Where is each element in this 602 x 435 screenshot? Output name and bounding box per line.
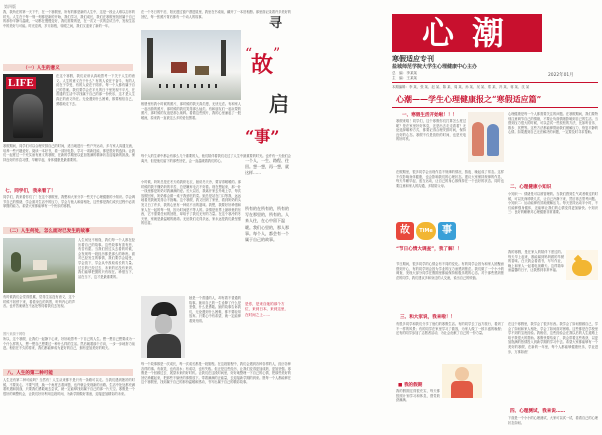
- illustration-person-2: [487, 124, 499, 156]
- middle-callout: 是你，是来自她的那个方位，来到日本，来到这里，在时间之上……: [245, 302, 289, 317]
- left-body-2: 寒假期间，同学们可以合理安排自己的时间，适当地进行一些户外运动，多与家人沟通交流，培养一些兴趣爱好。阅读一本好书，看一部好电影，学习一项新技能，都是很好的选择。让我们一起度过一个充实而有意义的寒假，在新的学期里以更加饱满的精神状态迎接新的挑战。保持良好的作息习惯，早睡早起，身体健康是最重要的。: [3, 144, 135, 162]
- left-body-5: 有时候我们会觉得很累，觉得生活没有意义，这个时候不妨停下来，看看身边的风景，听听内心的声音。也许答案就在不远处等待着我们去发现。: [3, 295, 75, 309]
- couple-illustration: [468, 112, 504, 162]
- right-body-1: 寒假来啦！同学们，这个寒假你们打算怎么度过呢？是在家里好好休息，还是出去走走看看？无论选择哪种方式，都要记得合理安排时间，保持良好的心态。寒假不仅是放松的时间，也是充电的好时机。: [396, 119, 466, 142]
- portrait-photo: [141, 296, 185, 358]
- masthead-issue: 寒假适应专刊: [392, 55, 434, 63]
- page-label: 第四版: [4, 4, 16, 9]
- middle-top-text: 在一个冬日的午后，阳光透过窗户洒进屋里，我坐在书桌前，翻开了一本旧相册。那里面记录着许多美好的回忆，每一张照片背后都有一个动人的故事。: [141, 10, 291, 19]
- feature-qi: 启: [269, 92, 289, 116]
- painting-path: [23, 274, 57, 282]
- side-character: 寻: [269, 16, 283, 31]
- right-body-9: 在这个寒假里，我学会了很多东西。我学会了如何照顾自己，学会了如何和家人相处，学会了如何面对困难。这些都是在学校里学不到的宝贵经验。我相信，这些经验会在我以后的人生道路上给予我很大的帮助。寒假快要结束了，我会带着这些收获，以更加饱满的热情投入到新学期的学习中去。希望大家都能够有一个美好的寒假，在新的一年里，每个人都能够健康快乐，学业进步，万事如意！: [508, 322, 598, 354]
- masthead-date: 2022年01月: [548, 73, 574, 78]
- left-body-3: 同学们，我来看你们了！在这个寒假里，我想和大家分享一些关于心理健康的小知识。学会调节自己的情绪，学会面对生活中的压力，学会与他人和谐相处，这些都是我们成长过程中必须掌握的能力。希望大家都能够有一个快乐的寒假。: [3, 195, 135, 209]
- snowy-village-painting: [141, 30, 241, 100]
- masthead-editor-1: 总 编：李某某: [392, 71, 418, 75]
- feature-gu: 故: [251, 52, 274, 78]
- left-section-b-heading: 七、同学们，我来看了！: [5, 189, 56, 194]
- right-body-8: 我的寒假，是在家人的陪伴下度过的。每天早上起来，都能闻到妈妈做的早餐的香味。白天我会看看书，写写作业，晚上和家人一起看电视聊天。这样简单而温馨的日子，让我感到非常幸福。: [508, 250, 564, 273]
- middle-body-3: 小时候，奶奶总是在冬天给我织毛衣，她说冬天冷，要穿得暖暖的。那时候的我不懂奶奶的辛苦，总是嫌弃毛衣不好看。现在想起来，那一针一线里都是奶奶对我满满的爱。长大以后，我离开家去外地上学，每次放假回家，奶奶都会做一桌子我爱吃的菜。她总是站在门口等我，远远地看见我就笑得合不拢嘴。这个寒假，我又回到了家里，看到奶奶的头发又白了许多，我的心里有一种说不出的滋味。我想，我要好好珍惜和家人在一起的每一刻，因为时间是不等人的。亲情是世界上最珍贵的东西，它不需要任何的回报，却给予了我们无穷的力量。在这个寒冷的冬天里，家就是最温暖的港湾。无论我们走得多远，家永远是我们最坚强的后盾。: [141, 180, 241, 226]
- right-section-3-heading: 三、和大家说，我来啦！！: [400, 315, 456, 320]
- sticker-row: [396, 220, 456, 242]
- illustration-person-1: [472, 122, 484, 156]
- left-body-6: 所以，这个寒假，让我们一起静下心来，好好地思考一下自己的人生。想一想自己想要成为一个什么样的人，想一想自己想要过一种什么样的生活。然后朝着那个方向，一步一步地努力前进。相信在不久的将来，我们都能够成为更好的自己，拥有更加美好的明天。: [3, 337, 135, 351]
- quote-close: ”: [273, 46, 281, 62]
- masthead-publisher: 盐城师范学院大学生心理健康中心主办: [392, 64, 478, 70]
- cat-illustration: [566, 250, 598, 280]
- life-magazine-photo: [3, 74, 53, 142]
- middle-column: [141, 10, 291, 430]
- village-house-1: [171, 62, 187, 73]
- middle-body-2: 每个人的生命中都会有那么几个重要的人，他们陪伴着我们走过了人生中最重要的时光。也许有一天他们会离开，但是他们留下的那些回忆，会一直温暖着我们的心。: [141, 154, 291, 163]
- right-column: [296, 10, 598, 430]
- boy-head: [455, 367, 469, 381]
- right-body-3: 节日期间，很多同学的心情会有不同的变化。有的同学会因为和家人团聚而感到开心，有的同学则会因为学业的压力而感到焦虑。我们做了一个小小的调查，发现大部分同学在假期里都能保持积极乐观的心态。对于那些感到焦虑的同学，我们建议多和身边的人交流，说出自己的烦恼。: [396, 262, 504, 280]
- painting-tree: [11, 252, 21, 272]
- masthead-staff: 本期编辑：李 某、张 某、赵 某、陈 某、周 某、孙 某、吴 某、郑 某、冯 某、蒋 某、沈 某: [392, 85, 530, 89]
- left-section-d-heading: 八、人生的第二种可能: [7, 371, 53, 376]
- right-body-2: 在假期里，很多同学会出现作息不规律的情况，熬夜、晚起成了常态。这样不仅影响身体健康，也会影响我们的心理状态。建议大家保持规律的作息，每天早睡早起，适当运动，让自己的身心都保持在一个良好的状态。同时也要注意和家人的沟通，多陪陪父母。: [396, 170, 504, 188]
- feature-banner: [245, 34, 291, 154]
- masthead-title: 心潮: [421, 14, 522, 52]
- headline-rule: [392, 107, 598, 108]
- quote-open: “: [245, 46, 253, 62]
- right-body-6: 心理健康是每一个人都需要关注的问题。在寒假期间，我们要特别注意调节自己的情绪，不要让负面情绪影响到自己的生活。当感到压力很大的时候，可以尝试一些放松的方法，比如听音乐、散步、冥想等。这些方法都能够帮助我们缓解压力，恢复平静的心情。如果遇到自己无法解决的问题，一定要及时寻求帮助。: [508, 112, 598, 135]
- right-section-4-heading: ■ 我的假期: [398, 383, 423, 388]
- left-section-a-heading: （一）人生的意义: [23, 66, 60, 71]
- sticker-2: TiMe: [416, 222, 436, 240]
- middle-poem: 所有的在所有的，所有的写在那里的，所有的。人来人往，在心中留下温暖。我们心里的，那人那事。每个人，都会有一个属于自己的故事。: [245, 206, 289, 243]
- right-section-5-heading: 四、心理测试，我来说……: [510, 409, 566, 414]
- boy-illustration: [442, 364, 482, 398]
- portrait-face: [155, 314, 172, 334]
- photo-caption: 图片来源于网络: [3, 332, 26, 336]
- masthead-editor-2: 主 编：王某某: [392, 76, 418, 80]
- sticker-3: 事: [438, 222, 456, 240]
- masthead-rule: [392, 82, 598, 83]
- portrait-body: [147, 334, 181, 358]
- village-figures: [159, 84, 219, 88]
- feature-shi: “事”: [245, 127, 280, 146]
- life-logo: LIFE: [8, 77, 34, 89]
- painting-house: [33, 260, 47, 270]
- right-body-10: 下面是一个小小的心理测试，大家可以试一试，看看自己的心理状态如何。: [508, 416, 598, 425]
- right-body-5: 我的假期过得很充实，每天都按照计划学习和休息，感觉收获满满。: [396, 389, 440, 403]
- main-headline: 心潮——学生心理健康报之“寒假适应篇”: [396, 94, 542, 104]
- cover-figure: [13, 94, 43, 138]
- village-tree-2: [221, 40, 226, 76]
- left-body-4: 人生何处不相逢，我们每一个人都在经历着自己的故事。这些故事有喜有悲，有苦有甜。当我们回过头去看的时候，会发现每一段经历都是那么的珍贵。面对已经发生的事情，我们要学会接受，学会放下，学会从中汲取成长的力量。过去的已经过去，未来的还没有来到，我们能够把握的只有现在。珍惜当下，活在当下，这才是最重要的。: [78, 238, 135, 279]
- left-intro-text: 我，我所在的第一天下午，在一个寒假里，所有的都是新的人生中，这是一段让人难以忘怀的时光。人生在于每一刻一刻都是新的开始，我们学习，我们成长，我们在寒假里找回属于自己的那份平静与温暖，一切都在慢慢变好，我们需要的是，在一次又一次的尝试当中，发现生活中的美好与可能。时光荏苒，岁月如梭，转眼之间，我们又迎来了新的一年。: [3, 10, 135, 28]
- middle-intro: 一个人，一生、路程、往回。想一想，再一想，就这样……: [245, 158, 289, 175]
- masthead: [296, 10, 598, 82]
- left-body-1: 在这个寒假，我们应该认真地思考一下关于人生的意义。人生的意义在于什么？有的人说在于奋斗，有的人说在于享受，有的人说在于陪伴。每一个人都有属于自己的答案。我们要学会在平凡的日子里发现不平凡，在普通的生活中寻找属于自己的那一份快乐，这才是人生真正的意义所在。无论遇到什么困难，都要相信自己，勇敢地走下去。: [56, 74, 135, 106]
- middle-body-1: 相册里有我小时候的照片，那时候的我天真烂漫，无忧无虑。有和家人一起出游的照片，那时候的我们笑得那么灿烂。有和朋友们一起玩耍的照片，那时候的友谊是那么纯粹。看着这些照片，我的心里涌起了一股暖流，原来我一直被这么多的爱包围着。: [141, 102, 241, 120]
- right-section-1-heading: 一、寒假生活开始啦！！！: [402, 113, 458, 118]
- right-body-4: 有很多同学和我们分享了他们的寒假生活。有的同学去了远方旅行，看到了不一样的风景；有的同学在家里学习了做饭，为家人做了一顿丰盛的晚餐；还有的同学参加了志愿者活动，为社会贡献了自己的一份力量。: [396, 322, 504, 336]
- landscape-painting: [3, 238, 75, 293]
- left-column: [3, 10, 135, 430]
- middle-body-5: 每一个故事都是一次成长，每一次成长都是一段旅程。在这段旅程中，我们会遇到各种各样的人，经历各种各样的事。有欢笑，也有泪水；有成功，也有失败。但正是这些经历，让我们变得更加成熟，更加坚强。寒假是一个回顾过去、展望未来的好时机。让我们在这段时间里，好好地整理一下自己的心情，把那些美好的回忆珍藏起来，把那些不愉快的事情放下。带着满满的正能量，去迎接新学期的到来。愿每一个人都能够在这个寒假里，找到属于自己的那份温暖和感动，书写出属于自己的精彩故事。: [141, 362, 291, 385]
- right-body-7: 小知识一：情绪是可以被管理的。当我们感到生气或者难过的时候，可以先深呼吸几次，让自己冷静下来，然后再去思考问题。小知识二：运动能够有效地缓解压力。每天坚持运动半小时，不仅能够强身健体，还能够让我们的心情变得更加愉快。小知识三：良好的睡眠对心理健康非常重要。: [508, 192, 598, 215]
- sticker-1: 故: [396, 222, 414, 240]
- village-house-2: [195, 66, 209, 75]
- right-section-2-heading: 二、心理健康小知识: [510, 185, 552, 190]
- boy-body: [451, 381, 473, 398]
- cat-body: [572, 260, 592, 276]
- middle-body-4: 她是一个普通的人，却有着不普通的故事。她用自己的一生诠释了什么是坚强，什么是勇敢。她的故事告诉我们，无论遇到什么困难，都不要轻易放弃。只要心中有希望，就一定能够看到光明。: [189, 296, 241, 323]
- left-section-c-heading: （二）人生何处，怎么面对已发生的故事: [7, 229, 90, 234]
- left-body-7: 人生还有第二种可能吗？当然有！人生从来都不是只有一条路可以走。当我们遇到挫折的时候，不要灰心，不要气馁，换一个角度去看问题，也许就会发现新的出路。生活中处处都充满着机遇和挑战，只要我们勇敢地去尝试，就一定能够找到属于自己的那一片天空。寒假是一个很好的调整机会，让我们好好利用这段时间，为新学期做好准备，迎接更加精彩的未来。: [3, 378, 135, 396]
- village-tree-1: [147, 38, 153, 78]
- survey-banner: “节日心情大调查”，我了解！！: [396, 247, 462, 252]
